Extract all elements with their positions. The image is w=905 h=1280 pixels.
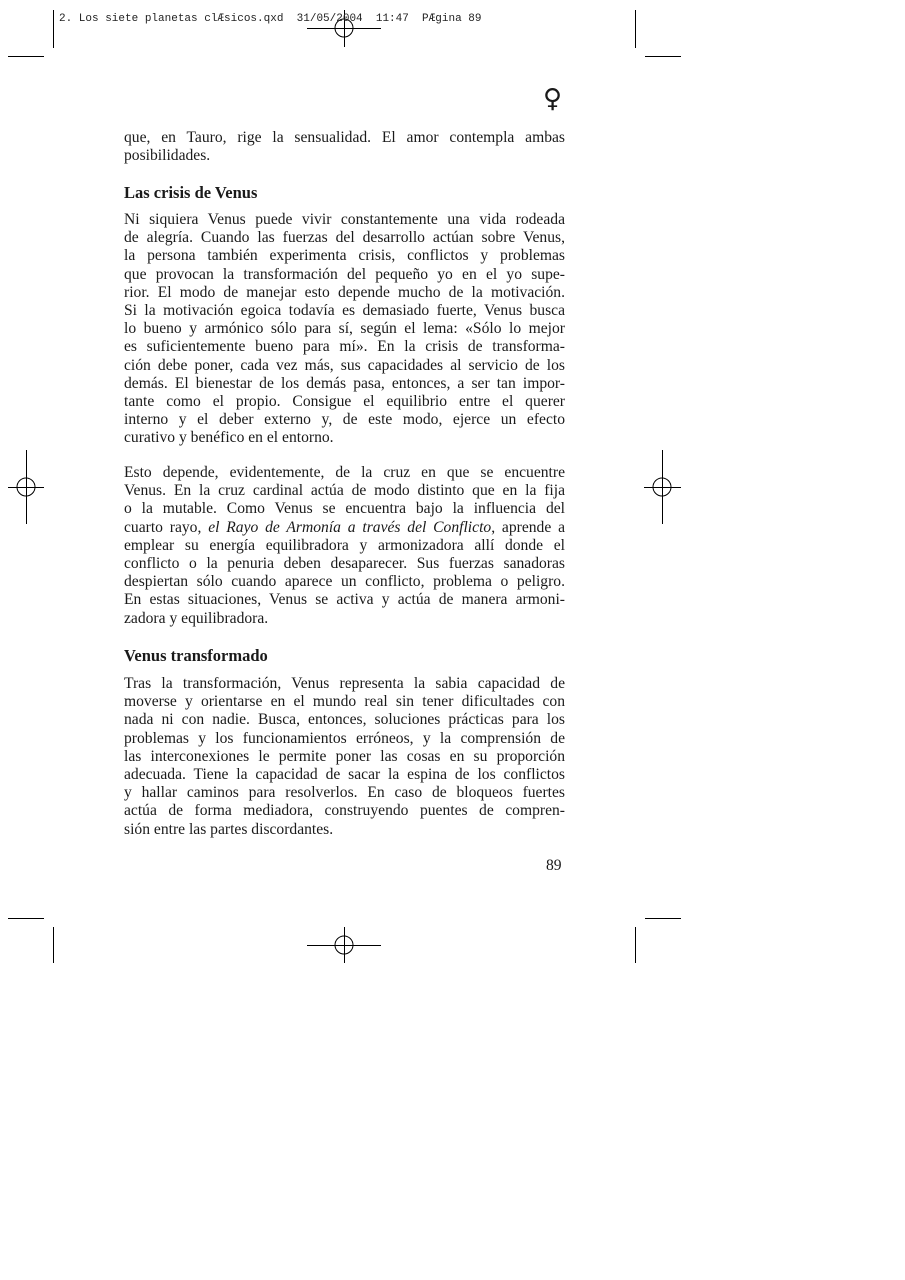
text-line: despiertan sólo cuando aparece un conflicto, problema o peligro. (124, 573, 565, 591)
page-number: 89 (546, 857, 562, 874)
registration-mark-left (8, 450, 44, 524)
text-line: demás. El bienestar de los demás pasa, entonces, a ser tan impor- (124, 374, 565, 392)
text-line: curativo y benéfico en el entorno. (124, 429, 334, 447)
text-line: es suficientemente bueno para mí». En la crisis de transforma- (124, 338, 565, 356)
text-line: Esto depende, evidentemente, de la cruz en que se encuentre (124, 464, 565, 481)
text-line: o la mutable. Como Venus se encuentra bajo la influencia del (124, 500, 565, 518)
text-line: Si la motivación egoica todavía es demasiado fuerte, Venus busca (124, 301, 565, 319)
text-line (124, 519, 565, 537)
text-line: moverse y orientarse en el mundo real sin tener dificultades con (124, 693, 565, 711)
paragraph-3 (124, 464, 565, 628)
text-span: , aprende a (491, 518, 565, 536)
text-line: Venus. En la cruz cardinal actúa de modo distinto que en la fija (124, 482, 565, 500)
italic-title: el Rayo de Armonía a través del Conflicto (208, 518, 492, 536)
registration-mark-bottom (307, 927, 381, 963)
text-line: conflicto o la penuria deben desaparecer. Sus fuerzas sanadoras (124, 554, 565, 572)
text-line: zadora y equilibradora. (124, 609, 269, 627)
text-line: Ni siquiera Venus puede vivir constantemente una vida rodeada (124, 211, 565, 228)
text-line: que, en Tauro, rige la sensualidad. El amor contempla ambas (124, 129, 565, 146)
text-line: emplear su energía equilibradora y armonizadora allí donde el (124, 536, 565, 554)
text-line: rior. El modo de manejar esto depende mucho de la motivación. (124, 283, 565, 301)
paragraph-2 (124, 211, 565, 447)
text-line: lo bueno y armónico sólo para sí, según el lema: «Sólo lo mejor (124, 320, 565, 338)
section-heading: Las crisis de Venus (124, 183, 258, 202)
section-heading: Venus transformado (124, 646, 268, 665)
text-line: interno y el deber externo y, de este modo, ejerce un efecto (124, 411, 565, 429)
text-line: adecuada. Tiene la capacidad de sacar la espina de los conflictos (124, 765, 565, 783)
text-line: que provocan la transformación del pequeño yo en el yo supe- (124, 265, 565, 283)
text-line: Tras la transformación, Venus representa la sabia capacidad de (124, 675, 565, 692)
text-line: actúa de forma mediadora, construyendo puentes de compren- (124, 802, 565, 820)
text-line: tante como el propio. Consigue el equilibrio entre el querer (124, 392, 565, 410)
venus-symbol-icon: ♀ (543, 84, 563, 114)
registration-mark-right (644, 450, 681, 524)
text-line: sión entre las partes discordantes. (124, 820, 334, 838)
paragraph-1 (124, 129, 565, 165)
text-line: problemas y los funcionamientos erróneos, y la comprensión de (124, 729, 565, 747)
paragraph-4 (124, 675, 565, 839)
text-line: posibilidades. (124, 147, 211, 165)
text-line: las interconexiones le permite poner las cosas en su proporción (124, 747, 565, 765)
text-line: En estas situaciones, Venus se activa y actúa de manera armoni- (124, 591, 565, 609)
text-line: nada ni con nadie. Busca, entonces, soluciones prácticas para los (124, 711, 565, 729)
text-line: ción debe poner, cada vez más, sus capacidades al servicio de los (124, 356, 565, 374)
text-line: la persona también experimenta crisis, conflictos y problemas (124, 247, 565, 265)
text-line: y hallar caminos para resolverlos. En caso de bloqueos fuertes (124, 784, 565, 802)
text-span: cuarto rayo, (124, 518, 209, 536)
text-line: de alegría. Cuando las fuerzas del desarrollo actúan sobre Venus, (124, 229, 565, 247)
print-slug-line: 2. Los siete planetas clÆsicos.qxd 31/05/2004 11:47 PÆgina 89 (59, 13, 482, 25)
